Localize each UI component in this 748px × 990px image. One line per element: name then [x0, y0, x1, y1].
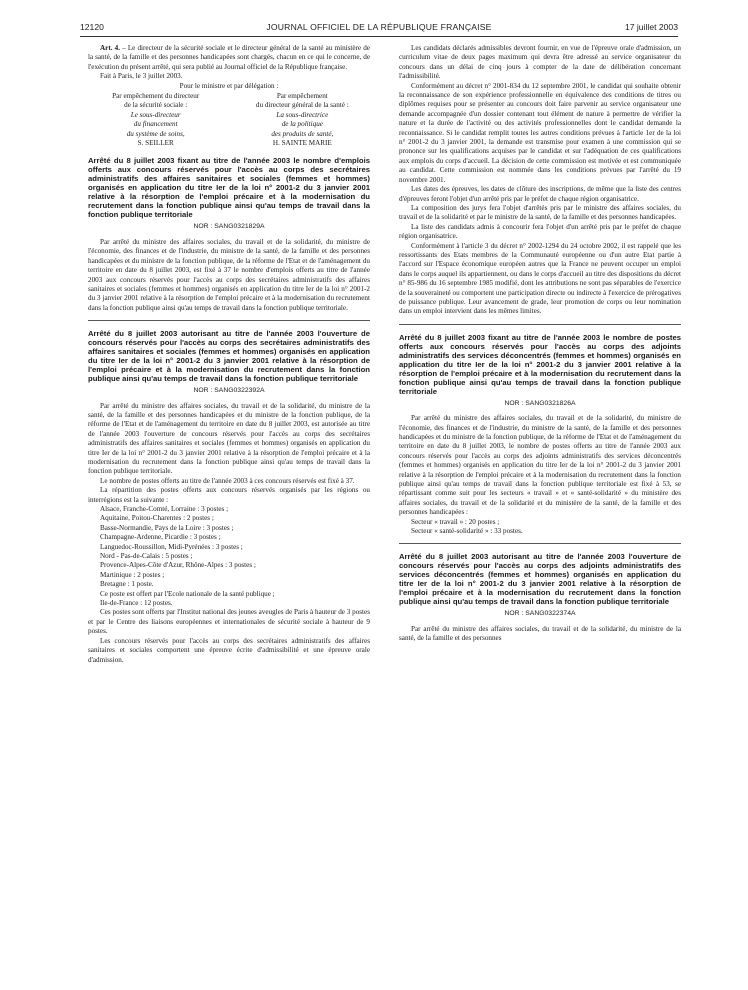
nor-reference: NOR : SANG0321826A — [504, 399, 576, 407]
paragraph: Les dates des épreuves, les dates de clôture des inscriptions, de même que la liste des centres d'épreuves feront l'objet d'un arrêté pris par le préfet de chaque région organisatrice. — [399, 185, 681, 203]
region-item: Aquitaine, Poitou-Charentes : 2 postes ; — [100, 514, 214, 523]
region-item: Nord - Pas-de-Calais : 5 postes ; — [100, 552, 193, 561]
sig-line: Le sous-directeur — [130, 110, 181, 119]
decree-title: Arrêté du 8 juillet 2003 fixant au titre de l'année 2003 le nombre d'emplois offerts aux concours réservés pour l'accès au corps des secrétaires administratifs des affaires sanitaires et sociales (femmes et hommes) organisés en application du titre Ier de la loi n° 2001-2 du 3 janvier 2001 relative à la résorption de l'emploi précaire et à la modernisation du recrutement dans la fonction publique ainsi qu'au temps de travail dans la fonction publique territoriale — [88, 156, 370, 220]
page-number: 12120 — [80, 22, 104, 32]
sig-line: du directeur général de la santé : — [255, 101, 349, 110]
distribution-intro: La répartition des postes offerts aux concours réservés organisés par les régions ou interrégions est la suivante : — [88, 486, 370, 504]
decree-body: Par arrêté du ministre des affaires sociales, du travail et de la solidarité, du ministre de la santé, de la famille et des personnes handicapées et du ministre de la fonction publique, de la réforme de l'Etat et de l'aménagement du territoire en date du 8 juillet 2003, est autorisée au titre de l'année 2003 l'ouverture de concours réservés pour l'accès au corps des secrétaires administratifs des affaires sanitaires et sociales (femmes et hommes) organisés en application du titre Ier de la loi n° 2001-2 du 3 janvier 2001 relative à la résorption de l'emploi précaire et à la modernisation du recrutement dans la fonction publique ainsi qu'au temps de travail dans la fonction publique territoriale. — [88, 401, 370, 476]
sig-line: Par empêchement — [276, 92, 328, 101]
decree-title: Arrêté du 8 juillet 2003 fixant au titre de l'année 2003 le nombre de postes offerts aux concours réservés pour l'accès au corps des adjoints administratifs des services déconcentrés (femmes et hommes) organisés en application du titre Ier de la loi n° 2001-2 du 3 janvier 2001 relative à la résorption de l'emploi précaire et à la modernisation du recrutement dans la fonction publique ainsi qu'au temps de travail dans la fonction publique territoriale — [399, 332, 681, 396]
signature-right — [235, 92, 370, 148]
signatory-name: S. SEILLER — [137, 139, 174, 148]
done-at: Fait à Paris, le 3 juillet 2003. — [100, 72, 183, 81]
right-column — [399, 44, 681, 644]
paragraph: La composition des jurys fera l'objet d'arrêtés pris par le ministre des affaires sociales, du travail et de la solidarité et par le ministre de la santé, de la famille et des personnes handicapées. — [399, 203, 681, 222]
region-item: Basse-Normandie, Pays de la Loire : 3 postes ; — [100, 523, 234, 532]
region-item: Champagne-Ardenne, Picardie : 3 postes ; — [100, 533, 221, 542]
decree-body: Par arrêté du ministre des affaires sociales, du travail et de la solidarité, du ministre de l'économie, des finances et de l'industrie, du ministre de la santé, de la famille et des personnes handicapées et du ministre de la fonction publique, de la réforme de l'Etat et de l'aménagement du territoire en date du 8 juillet 2003, le nombre de postes offerts au titre de l'année 2003 aux concours réservés pour l'accès au corps des adjoints administratifs des services déconcentrés (femmes et hommes) organisés en application du titre Ier de la loi n° 2001-2 du 3 janvier 2001 relative à la résorption de l'emploi précaire et à la modernisation du recrutement dans la fonction publique ainsi qu'au temps de travail dans la fonction publique territoriale est fixé à 53, se répartissant comme suit pour les secteurs « travail » et « santé-solidarité » du ministère des affaires sociales, du travail et de la solidarité et du ministère de la santé, de la famille et des personnes handicapées : — [399, 414, 681, 517]
sig-line: La sous-directrice — [276, 110, 329, 119]
section-separator — [399, 543, 681, 544]
sig-line: de la sécurité sociale : — [124, 101, 188, 110]
region-item: Martinique : 2 postes ; — [100, 570, 165, 579]
region-item: Provence-Alpes-Côte d'Azur, Rhône-Alpes : 3 postes ; — [100, 561, 256, 570]
signatory-name: H. SAINTE MARIE — [272, 139, 332, 148]
section-separator — [88, 320, 370, 321]
signatures — [88, 92, 370, 148]
issue-date: 17 juillet 2003 — [624, 22, 678, 32]
region-item: Alsace, Franche-Comté, Lorraine : 3 postes ; — [100, 505, 229, 513]
header-rule — [80, 36, 678, 37]
blind-institute: Ces postes sont offerts par l'Institut national des jeunes aveugles de Paris à hauteur de 3 postes et par le Centre des liaisons européennes et internationales de sécurité sociale à hauteur de 9 postes. — [88, 608, 370, 636]
sector-item: Secteur « santé-solidarité » : 33 postes. — [411, 527, 523, 536]
sector-item: Secteur « travail » : 20 postes ; — [411, 517, 500, 526]
article-4 — [88, 44, 370, 72]
region-item: Languedoc-Roussillon, Midi-Pyrénées : 3 postes ; — [100, 542, 243, 551]
page-header — [80, 22, 678, 36]
journal-title: JOURNAL OFFICIEL DE LA RÉPUBLIQUE FRANÇAISE — [266, 22, 492, 32]
posts-count: Le nombre de postes offerts au titre de l'année 2003 à ces concours réservés est fixé à 37. — [100, 476, 355, 485]
article-text: – Le directeur de la sécurité sociale et le directeur général de la santé au ministère de la santé, de la famille et des personnes handicapées sont chargés, chacun en ce qui le concerne, de l'exécution du présent arrêté, qui sera publié au Journal officiel de la République française. — [88, 44, 370, 71]
ens-post: Ce poste est offert par l'Ecole nationale de la santé publique ; — [100, 589, 275, 598]
nor-reference: NOR : SANG0321829A — [193, 223, 265, 231]
decree-title: Arrêté du 8 juillet 2003 autorisant au titre de l'année 2003 l'ouverture de concours réservés pour l'accès au corps des adjoints administratifs des services déconcentrés (femmes et hommes) organisés en application du titre Ier de la loi n° 2001-2 du 3 janvier 2001 relative à la résorption de l'emploi précaire et à la modernisation du recrutement dans la fonction publique ainsi qu'au temps de travail dans la fonction publique territoriale — [399, 552, 681, 607]
section-separator — [399, 324, 681, 325]
nor-reference: NOR : SANG0322392A — [193, 387, 265, 395]
nor-reference: NOR : SANG0322374A — [504, 610, 576, 618]
signature-left — [88, 92, 223, 148]
paragraph: La liste des candidats admis à concourir fera l'objet d'un arrêté pris par le préfet de chaque région organisatrice. — [399, 222, 681, 241]
region-item: Ile-de-France : 12 postes. — [100, 599, 173, 608]
region-item: Bretagne : 1 poste. — [100, 580, 154, 589]
paragraph: Conformément au décret n° 2001-834 du 12 septembre 2001, le candidat qui souhaite obtenir la reconnaissance de son expérience professionnelle en équivalence des conditions de titres ou diplômes requises pour se présenter au concours doit faire parvenir au service organisateur une demande accompagnée d'un dossier contenant tout élément de nature à permettre de vérifier la nature et la durée de l'activité ou des activités professionnelles dont le candidat demande la reconnaissance. Si le candidat remplit toutes les autres conditions prévues à l'article 1er de la loi n° 2001-2 du 3 janvier 2001, la demande est transmise pour examen à une commission qui se prononce sur les qualifications acquises par le candidat et sur l'adéquation de ces qualifications aux emplois du corps d'accueil. La décision de cette commission est motivée et est communiquée au candidat. Cette commission est nommée dans les conditions prévues par l'arrêté du 19 novembre 2001. — [399, 81, 681, 184]
for-minister: Pour le ministre et par délégation : — [179, 81, 279, 90]
decree-body: Par arrêté du ministre des affaires sociales, du travail et de la solidarité, du ministre de l'économie, des finances et de l'industrie, du ministre de la santé, de la famille et des personnes handicapées et du ministre de la fonction publique, de la réforme de l'Etat et de l'aménagement du territoire en date du 8 juillet 2003, est fixé à 37 le nombre d'emplois offerts au titre de l'année 2003 aux concours réservés pour l'accès au corps des secrétaires administratifs des affaires sanitaires et sociales (femmes et hommes) organisés en application du titre Ier de la loi n° 2001-2 du 3 janvier 2001 relative à la résorption de l'emploi précaire et à la modernisation du recrutement dans la fonction publique ainsi qu'au temps de travail dans la fonction publique territoriale. — [88, 237, 370, 312]
sig-line: du système de soins, — [126, 129, 185, 138]
sig-line: Par empêchement du directeur — [112, 92, 200, 101]
paragraph: Les candidats déclarés admissibles devront fournir, en vue de l'épreuve orale d'admission, un curriculum vitae de deux pages maximum qui devra être adressé au service organisateur du concours dans un délai de cinq jours à compter de la date de délibération concernant l'admissibilité. — [399, 44, 681, 81]
tests-description: Les concours réservés pour l'accès au corps des secrétaires administratifs des affaires sanitaires et sociales comportent une épreuve écrite d'admissibilité et une épreuve orale d'admission. — [88, 636, 370, 664]
sig-line: de la politique — [281, 120, 323, 129]
decree-title: Arrêté du 8 juillet 2003 autorisant au titre de l'année 2003 l'ouverture de concours réservés pour l'accès au corps des secrétaires administratifs des affaires sanitaires et sociales (femmes et hommes) organisés en application du titre Ier de la loi n° 2001-2 du 3 janvier 2001 relative à la résorption de l'emploi précaire et à la modernisation du recrutement dans la fonction publique ainsi qu'au temps de travail dans la fonction publique territoriale — [88, 329, 370, 384]
sig-line: des produits de santé, — [271, 129, 334, 138]
article-label: Art. 4. — [100, 44, 120, 52]
decree-body: Par arrêté du ministre des affaires sociales, du travail et de la solidarité, du ministre de la santé, de la famille et des personnes — [399, 624, 681, 643]
sig-line: du financement — [133, 120, 178, 129]
left-column — [88, 44, 370, 665]
paragraph: Conformément à l'article 3 du décret n° 2002-1294 du 24 octobre 2002, il est rappelé que les ressortissants des Etats membres de la Communauté européenne ou d'un autre Etat partie à l'accord sur l'Espace économique européen autres que la France ne peuvent occuper un emploi dans le corps auquel ils appartiennent, ou dans le corps d'accueil au titre des dispositions du décret n° 85-986 du 16 septembre 1985 modifié, dont les attributions ne sont pas séparables de l'exercice de la souveraineté ou comportent une participation directe ou indirecte à l'exercice de prérogatives de puissance publique. Leur avancement de grade, leur promotion de corps ou leur nomination dans un emploi intervient dans les mêmes limites. — [399, 241, 681, 316]
